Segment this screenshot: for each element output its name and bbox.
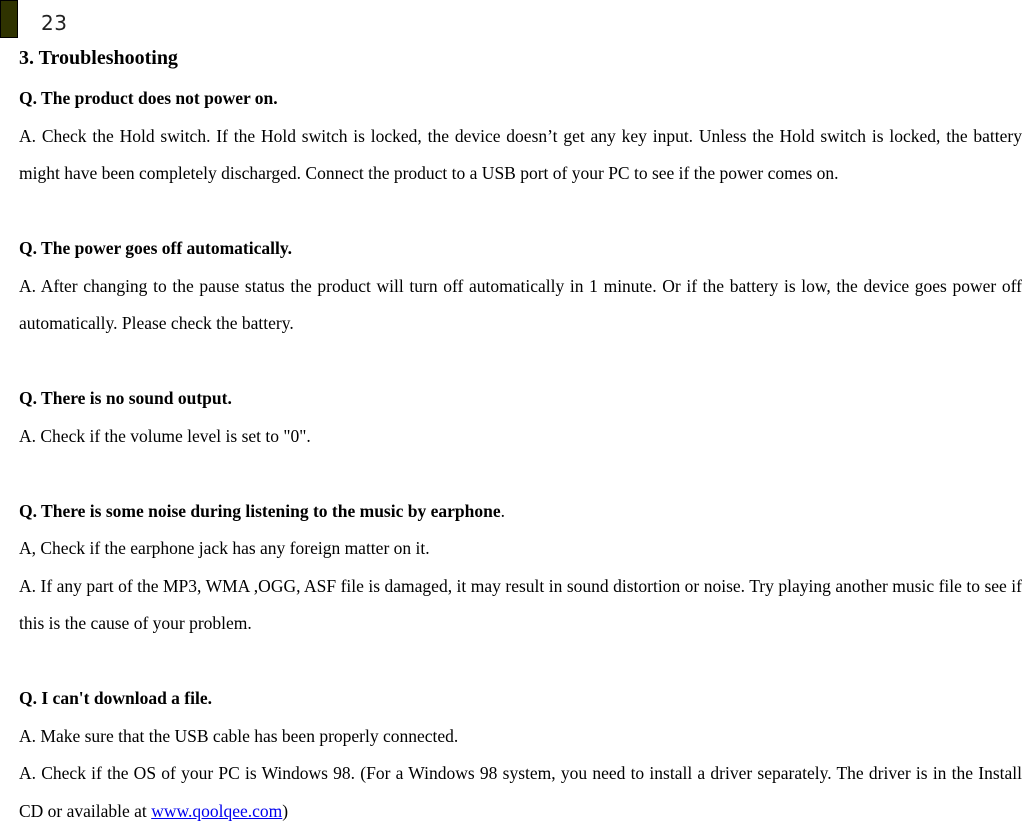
faq-answer-no-sound: A. Check if the volume level is set to "0". (19, 425, 311, 446)
faq-answer-power-on: A. Check the Hold switch. If the Hold switch is locked, the device doesn’t get any key input. Unless the Hold switch is locked, the battery might have been completely discharged. Connect the product to a USB port of your PC to see if the power comes on. (19, 125, 1022, 183)
faq-answer-download-os-end: ) (282, 800, 289, 821)
faq-question-noise: Q. There is some noise during listening to the music by earphone (19, 500, 501, 521)
faq-question-download: Q. I can't download a file. (19, 688, 213, 708)
website-link[interactable]: www.qoolqee.com (151, 800, 283, 821)
spacer (19, 455, 1022, 493)
faq-answer-download-os-text: A. Check if the OS of your PC is Windows 98. (For a Windows 98 system, you need to install a driver separately. The driver is in the Install CD or available at (19, 763, 1022, 821)
faq-answer-power-off: A. After changing to the pause status the product will turn off automatically in 1 minute. Or if the battery is low, the device goes power off automatically. Please check the battery. (19, 275, 1022, 333)
faq-question-noise-line (19, 493, 1022, 531)
page-number: 23 (41, 11, 68, 35)
spacer (19, 343, 1022, 381)
faq-question-power-off: Q. The power goes off automatically. (19, 238, 293, 258)
spacer (19, 643, 1022, 681)
faq-answer-download-usb: A. Make sure that the USB cable has been properly connected. (19, 725, 459, 746)
faq-question-noise-period: . (500, 500, 505, 521)
faq-answer-download-os (19, 755, 1022, 830)
page-marker (0, 0, 18, 38)
document-content (19, 44, 1022, 830)
faq-answer-noise-file: A. If any part of the MP3, WMA ,OGG, ASF file is damaged, it may result in sound distortion or noise. Try playing another music file to see if this is the cause of your problem. (19, 575, 1022, 633)
faq-question-no-sound: Q. There is no sound output. (19, 388, 232, 408)
faq-answer-noise-jack: A, Check if the earphone jack has any foreign matter on it. (19, 538, 430, 558)
section-title: 3. Troubleshooting (19, 47, 178, 69)
faq-question-power-on: Q. The product does not power on. (19, 88, 278, 108)
spacer (19, 193, 1022, 231)
